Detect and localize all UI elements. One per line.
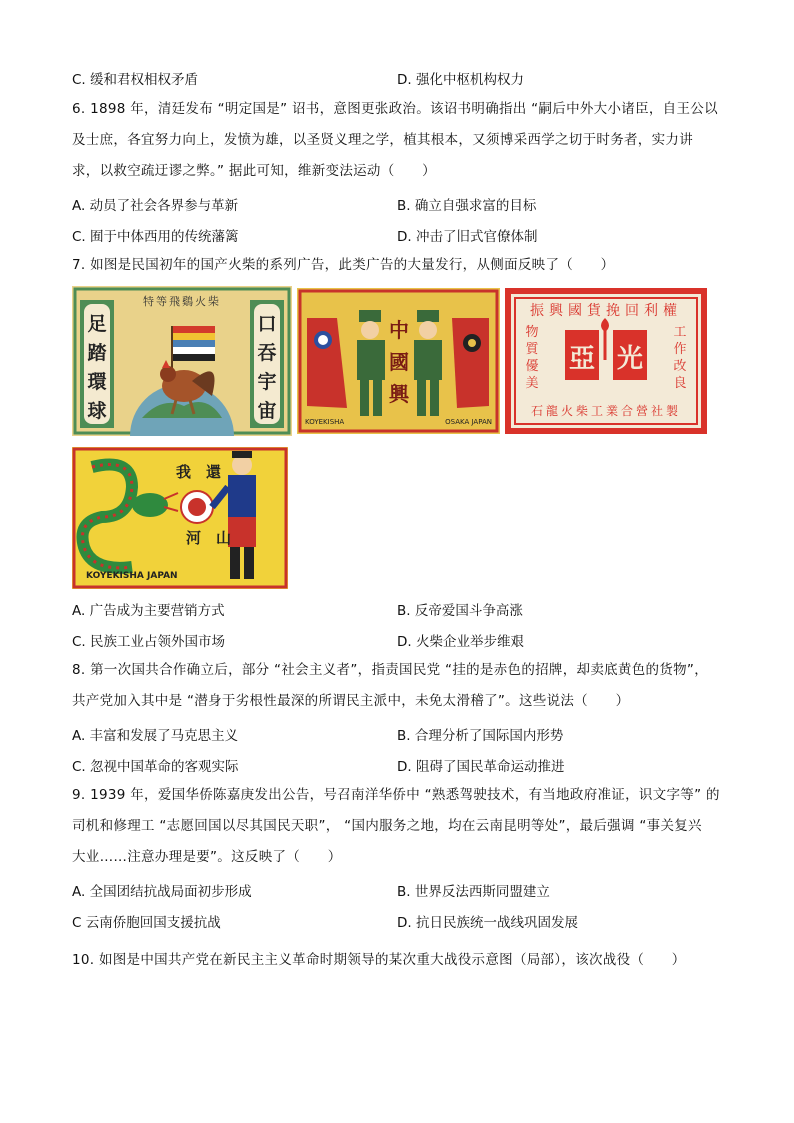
q6-option-c: C. 囿于中体西用的传统藩篱 — [72, 229, 239, 245]
q8-stem-line2: 共产党加入其中是 “潜身于劣根性最深的所谓民主派中，未免太滑稽了”。这些说法（ ） — [72, 693, 630, 709]
q8-option-b: B. 合理分析了国际国内形势 — [397, 728, 564, 744]
q8-option-d: D. 阻碍了国民革命运动推进 — [397, 759, 565, 775]
q7-option-d: D. 火柴企业举步维艰 — [397, 634, 524, 650]
matchbox-ad-asia-light — [505, 288, 707, 434]
ad1-top-text: 特等飛鷄火柴 — [143, 295, 221, 308]
ad1-right-column: 口 吞 宇 宙 — [257, 313, 277, 422]
q6-option-d: D. 冲击了旧式官僚体制 — [397, 229, 538, 245]
q9-option-a: A. 全国团结抗战局面初步形成 — [72, 884, 252, 900]
ad2-bottom-left-text: KOYEKISHA — [305, 418, 345, 426]
q10-stem-line1: 10. 如图是中国共产党在新民主主义革命时期领导的某次重大战役示意图（局部），该次战役（ ） — [72, 952, 686, 968]
ad3-bottom-text: 石龍火柴工業合營社製 — [530, 404, 681, 418]
ad4-mid-text: 河 山 — [186, 529, 232, 547]
q8-option-a: A. 丰富和发展了马克思主义 — [72, 728, 239, 744]
q9-stem-line2: 司机和修理工 “志愿回国以尽其国民天职”， “国内服务之地，均在云南昆明等处”，最后强调 “事关复兴 — [72, 818, 702, 834]
matchbox-ad-rooster — [72, 286, 292, 436]
q6-stem-line3: 求，以救空疏迂谬之弊。” 据此可知，维新变法运动（ ） — [72, 163, 436, 179]
q6-stem-line2: 及士庶，各宜努力向上，发愤为雄，以圣贤义理之学，植其根本，又须博采西学之切于时务者，实力讲 — [72, 132, 693, 148]
ad2-center-column: 中 國 興 — [389, 318, 409, 406]
ad2-bottom-right-text: OSAKA JAPAN — [445, 418, 492, 426]
q9-stem-line3: 大业……注意办理是要”。这反映了（ ） — [72, 849, 342, 865]
ad3-right-column: 工 作 改 良 — [673, 325, 687, 391]
q5-option-d: D. 强化中枢机构权力 — [397, 72, 524, 88]
q9-option-b: B. 世界反法西斯同盟建立 — [397, 884, 550, 900]
q7-option-b: B. 反帝爱国斗争高涨 — [397, 603, 523, 619]
ad3-left-column: 物 質 優 美 — [525, 325, 539, 391]
q6-stem-line1: 6. 1898 年，清廷发布 “明定国是” 诏书，意图更张政治。该诏书明确指出 “嗣后中外大小诸臣，自王公以 — [72, 101, 718, 117]
ad1-left-column: 足 踏 環 球 — [87, 313, 107, 422]
matchbox-ad-dragon — [72, 447, 288, 589]
q6-option-b: B. 确立自强求富的目标 — [397, 198, 537, 214]
ad3-center-left-char: 亞 — [568, 344, 595, 374]
q8-stem-line1: 8. 第一次国共合作确立后，部分 “社会主义者”，指责国民党 “挂的是赤色的招牌，却卖底黄色的货物”， — [72, 662, 709, 678]
ad3-top-text: 振興國貨挽回利權 — [530, 303, 682, 319]
ad4-bottom-text: KOYEKISHA JAPAN — [86, 571, 178, 581]
q7-option-a: A. 广告成为主要营销方式 — [72, 603, 225, 619]
q9-option-d: D. 抗日民族统一战线巩固发展 — [397, 915, 578, 931]
q9-option-c: C 云南侨胞回国支援抗战 — [72, 915, 221, 931]
q7-stem-line1: 7. 如图是民国初年的国产火柴的系列广告，此类广告的大量发行，从侧面反映了（ ） — [72, 257, 615, 273]
q7-option-c: C. 民族工业占领外国市场 — [72, 634, 226, 650]
ad4-top-text: 我 還 — [176, 463, 222, 481]
q9-stem-line1: 9. 1939 年，爱国华侨陈嘉庚发出公告，号召南洋华侨中 “熟悉驾驶技术，有当地政府准证，识文字等” 的 — [72, 787, 720, 803]
q5-option-c: C. 缓和君权相权矛盾 — [72, 72, 199, 88]
ad3-center-right-char: 光 — [616, 344, 643, 374]
q6-option-a: A. 动员了社会各界参与革新 — [72, 198, 239, 214]
q8-option-c: C. 忽视中国革命的客观实际 — [72, 759, 239, 775]
matchbox-ad-soldiers — [297, 288, 500, 434]
